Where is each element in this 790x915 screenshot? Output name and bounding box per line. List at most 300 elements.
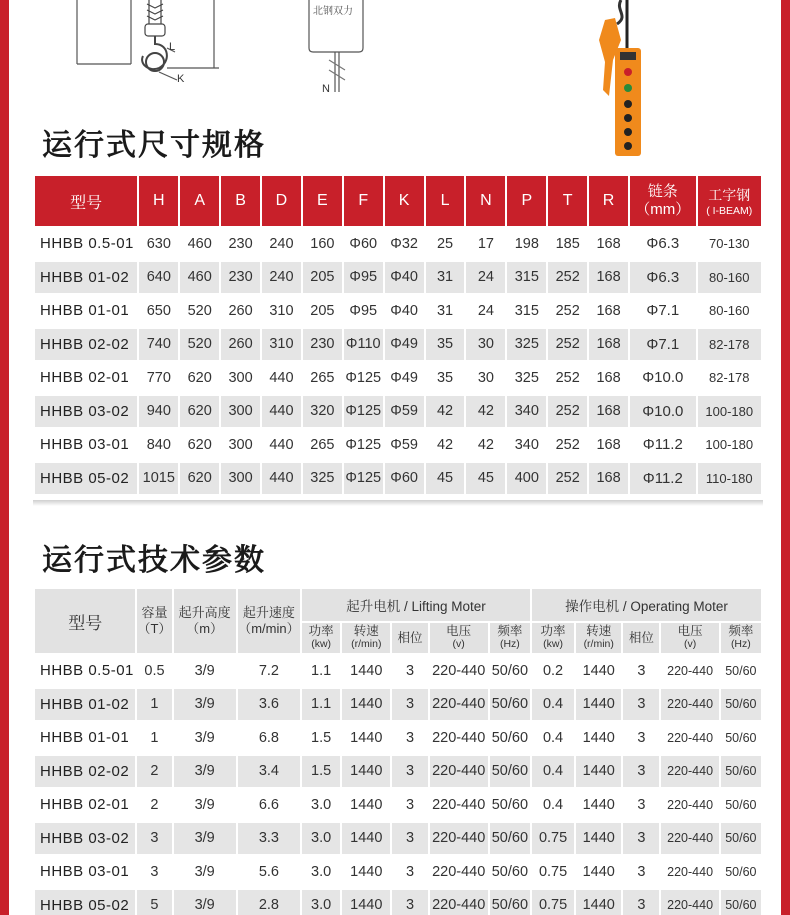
table-cell: 3.0 (302, 890, 340, 915)
table-cell: 340 (507, 429, 546, 461)
table-cell: 325 (507, 362, 546, 394)
table-cell: Φ49 (385, 329, 424, 361)
table-cell: 3/9 (174, 789, 236, 821)
dimensions-table (33, 174, 763, 496)
table-header-row (35, 176, 761, 226)
table-cell: 0.75 (532, 856, 574, 888)
table-cell: 168 (589, 463, 628, 495)
table-cell: 440 (262, 362, 301, 394)
table-cell: 1440 (342, 856, 390, 888)
table-cell: 840 (139, 429, 178, 461)
table-row (35, 722, 761, 754)
table-row (35, 890, 761, 915)
brand-plate-text: 北钢双力 (313, 6, 353, 17)
table-cell: Φ6.3 (630, 262, 696, 294)
table-cell: 325 (507, 329, 546, 361)
subheader-cell (430, 623, 488, 653)
table-cell: 50/60 (490, 789, 530, 821)
table-cell: 30 (466, 329, 505, 361)
table-cell: 1.5 (302, 722, 340, 754)
table-row (35, 655, 761, 687)
table-cell: 42 (466, 396, 505, 428)
table-cell: 7.2 (238, 655, 300, 687)
subheader-unit: (Hz) (730, 638, 751, 650)
table-cell: 0.4 (532, 756, 574, 788)
table-cell: 620 (180, 463, 219, 495)
subheader-cell (721, 623, 761, 653)
header-e: E (303, 176, 342, 226)
table-cell: 3/9 (174, 722, 236, 754)
subheader-label: 频率 (728, 624, 754, 638)
table-cell: 1440 (576, 856, 621, 888)
table-cell: 220-440 (661, 655, 718, 687)
pendant-controller-photo (599, 0, 641, 156)
table-cell: 520 (180, 295, 219, 327)
table-cell: 300 (221, 463, 260, 495)
table-cell: 45 (466, 463, 505, 495)
subheader-label: 转速 (586, 624, 612, 638)
table-cell: 185 (548, 228, 587, 260)
table-cell: 220-440 (430, 823, 488, 855)
table-cell: 1440 (576, 655, 621, 687)
table-cell: 168 (589, 262, 628, 294)
table-cell: Φ10.0 (630, 396, 696, 428)
table-cell: Φ7.1 (630, 295, 696, 327)
table-cell: 17 (466, 228, 505, 260)
table-cell: 220-440 (661, 722, 718, 754)
table-cell: 310 (262, 295, 301, 327)
table-cell: 315 (507, 295, 546, 327)
table-row (35, 689, 761, 721)
table-cell: 3 (392, 722, 427, 754)
dimension-label-k: K (177, 73, 185, 85)
subheader-label: 功率 (540, 624, 566, 638)
table-cell: 31 (426, 262, 465, 294)
dimension-label-l: L (169, 41, 176, 53)
header-k: K (385, 176, 424, 226)
section-title-technical: 运行式技术参数 (42, 543, 266, 578)
table-cell: 3 (392, 823, 427, 855)
subheader-cell (661, 623, 718, 653)
table-row (35, 295, 761, 327)
table-cell: 2 (137, 756, 171, 788)
table-cell: 260 (221, 295, 260, 327)
table-cell: 3 (623, 856, 659, 888)
model-cell: HHBB 02-02 (35, 756, 135, 788)
table-cell: 80-160 (698, 295, 761, 327)
table-cell: 265 (303, 429, 342, 461)
table-cell: 168 (589, 429, 628, 461)
table-cell: 42 (466, 429, 505, 461)
subheader-cell (302, 623, 340, 653)
table-cell: 3/9 (174, 856, 236, 888)
table-cell: 220-440 (661, 789, 718, 821)
table-cell: 3 (623, 789, 659, 821)
table-row (35, 823, 761, 855)
table-cell: 1440 (576, 756, 621, 788)
table-cell: 1 (137, 722, 171, 754)
table-cell: 168 (589, 295, 628, 327)
subheader-unit: (r/min) (583, 638, 614, 650)
table-cell: 0.75 (532, 823, 574, 855)
table-cell: 0.4 (532, 722, 574, 754)
table-cell: 50/60 (721, 655, 761, 687)
table-row (35, 329, 761, 361)
table-cell: 1440 (576, 722, 621, 754)
table-cell: 220-440 (661, 823, 718, 855)
header-d: D (262, 176, 301, 226)
table-cell: 3 (392, 756, 427, 788)
table-cell: 0.75 (532, 890, 574, 915)
header-lift-height-label: 起升高度 (178, 605, 231, 620)
header-r: R (589, 176, 628, 226)
table-row (35, 396, 761, 428)
table-cell: Φ59 (385, 396, 424, 428)
table-cell: 1440 (576, 890, 621, 915)
table-cell: 50/60 (490, 722, 530, 754)
subheader-cell (532, 623, 574, 653)
table-cell: 50/60 (490, 890, 530, 915)
table-cell: 3.6 (238, 689, 300, 721)
table-cell: 230 (221, 262, 260, 294)
table-cell: 198 (507, 228, 546, 260)
table-cell: 50/60 (721, 890, 761, 915)
table-cell: 1440 (576, 789, 621, 821)
table-cell: 160 (303, 228, 342, 260)
technical-params-table (33, 587, 763, 915)
table-cell: 50/60 (490, 823, 530, 855)
subheader-cell (392, 623, 427, 653)
table-cell: Φ125 (344, 463, 383, 495)
table-cell: 0.4 (532, 789, 574, 821)
table-row (35, 789, 761, 821)
table-cell: 24 (466, 262, 505, 294)
table-cell: 3 (623, 890, 659, 915)
table-cell: 300 (221, 362, 260, 394)
table-cell: Φ40 (385, 262, 424, 294)
dimensions-table-body (35, 228, 761, 494)
table-cell: 50/60 (721, 856, 761, 888)
model-cell: HHBB 01-02 (35, 262, 137, 294)
subheader-label: 电压 (677, 624, 703, 638)
table-cell: 310 (262, 329, 301, 361)
table-cell: 3.3 (238, 823, 300, 855)
table-cell: 220-440 (430, 689, 488, 721)
table-cell: 260 (221, 329, 260, 361)
table-cell: 3 (392, 856, 427, 888)
table-cell: 3 (623, 756, 659, 788)
table-cell: 205 (303, 295, 342, 327)
table-cell: 5.6 (238, 856, 300, 888)
dimension-label-n: N (322, 83, 330, 95)
table-cell: 320 (303, 396, 342, 428)
table-cell: 650 (139, 295, 178, 327)
table-cell: 252 (548, 329, 587, 361)
table-cell: 3/9 (174, 823, 236, 855)
subheader-label: 相位 (628, 630, 654, 645)
model-cell: HHBB 02-01 (35, 789, 135, 821)
table-cell: 3.0 (302, 823, 340, 855)
table-cell: 205 (303, 262, 342, 294)
table-cell: 168 (589, 396, 628, 428)
table-cell: 252 (548, 429, 587, 461)
table-cell: 3 (392, 689, 427, 721)
header-model: 型号 (35, 589, 135, 653)
table-cell: 3/9 (174, 655, 236, 687)
subheader-label: 相位 (397, 630, 423, 645)
table-cell: 315 (507, 262, 546, 294)
table-row (35, 228, 761, 260)
header-i-beam (698, 176, 761, 226)
table-row (35, 856, 761, 888)
table-cell: 265 (303, 362, 342, 394)
table-cell: 3 (623, 722, 659, 754)
table-cell: 3 (623, 823, 659, 855)
table-cell: Φ95 (344, 295, 383, 327)
table-cell: 0.5 (137, 655, 171, 687)
table-cell: 252 (548, 463, 587, 495)
table-cell: 50/60 (721, 689, 761, 721)
table-cell: 6.8 (238, 722, 300, 754)
subheader-unit: (v) (452, 638, 465, 650)
table-cell: 740 (139, 329, 178, 361)
model-cell: HHBB 0.5-01 (35, 228, 137, 260)
model-cell: HHBB 02-02 (35, 329, 137, 361)
table-cell: Φ125 (344, 429, 383, 461)
table-cell: Φ7.1 (630, 329, 696, 361)
table-cell: 440 (262, 396, 301, 428)
header-h: H (139, 176, 178, 226)
table-cell: 3 (392, 789, 427, 821)
table-cell: 30 (466, 362, 505, 394)
table-cell: 6.6 (238, 789, 300, 821)
table-cell: 230 (221, 228, 260, 260)
table-cell: 3 (392, 655, 427, 687)
subheader-cell (342, 623, 390, 653)
table-cell: Φ60 (385, 463, 424, 495)
table-cell: 3/9 (174, 890, 236, 915)
subheader-label: 功率 (308, 624, 334, 638)
table-cell: 50/60 (721, 823, 761, 855)
table-row (35, 262, 761, 294)
subheader-unit: (v) (683, 638, 697, 650)
model-cell: HHBB 03-02 (35, 396, 137, 428)
table-cell: 31 (426, 295, 465, 327)
model-cell: HHBB 05-02 (35, 890, 135, 915)
hook-dimension-drawing (77, 0, 219, 80)
table-cell: 520 (180, 329, 219, 361)
table-cell: Φ11.2 (630, 429, 696, 461)
technical-params-table-body (35, 655, 761, 915)
table-cell: 1.1 (302, 689, 340, 721)
model-cell: HHBB 03-01 (35, 856, 135, 888)
table-cell: 1440 (342, 722, 390, 754)
table-shadow (33, 500, 763, 506)
table-cell: 252 (548, 262, 587, 294)
table-cell: 5 (137, 890, 171, 915)
table-cell: 770 (139, 362, 178, 394)
model-cell: HHBB 03-01 (35, 429, 137, 461)
table-cell: Φ40 (385, 295, 424, 327)
table-cell: 3 (623, 655, 659, 687)
table-cell: 252 (548, 295, 587, 327)
table-cell: 3.0 (302, 856, 340, 888)
header-l: L (426, 176, 465, 226)
table-cell: 2 (137, 789, 171, 821)
table-cell: 50/60 (721, 756, 761, 788)
table-cell: 460 (180, 228, 219, 260)
table-cell: 3 (137, 823, 171, 855)
table-cell: 3 (392, 890, 427, 915)
table-cell: 220-440 (661, 756, 718, 788)
table-cell: 220-440 (430, 756, 488, 788)
table-cell: 300 (221, 429, 260, 461)
header-i-beam-label: 工字钢 (708, 187, 751, 203)
table-cell: 80-160 (698, 262, 761, 294)
table-cell: 24 (466, 295, 505, 327)
table-cell: 50/60 (721, 789, 761, 821)
table-cell: 35 (426, 362, 465, 394)
table-cell: 50/60 (721, 722, 761, 754)
header-n: N (466, 176, 505, 226)
table-cell: 1.1 (302, 655, 340, 687)
table-cell: 220-440 (430, 856, 488, 888)
table-cell: 168 (589, 329, 628, 361)
table-cell: 1440 (576, 823, 621, 855)
table-cell: 82-178 (698, 329, 761, 361)
table-cell: 252 (548, 396, 587, 428)
model-cell: HHBB 0.5-01 (35, 655, 135, 687)
table-cell: 42 (426, 396, 465, 428)
table-cell: Φ110 (344, 329, 383, 361)
table-cell: 300 (221, 396, 260, 428)
table-cell: 1440 (342, 756, 390, 788)
header-capacity-unit: （T） (137, 621, 172, 636)
table-cell: 42 (426, 429, 465, 461)
header-lift-speed (238, 589, 300, 653)
header-lift-height (174, 589, 236, 653)
table-row (35, 429, 761, 461)
table-cell: 620 (180, 396, 219, 428)
header-operating-motor: 操作电机 / Operating Moter (532, 589, 761, 621)
table-cell: 640 (139, 262, 178, 294)
table-cell: 3/9 (174, 689, 236, 721)
table-cell: 1.5 (302, 756, 340, 788)
table-cell: 25 (426, 228, 465, 260)
table-cell: Φ32 (385, 228, 424, 260)
header-lift-speed-label: 起升速度 (242, 605, 295, 620)
table-cell: 340 (507, 396, 546, 428)
table-cell: 940 (139, 396, 178, 428)
model-cell: HHBB 01-01 (35, 722, 135, 754)
header-lift-height-unit: （m） (186, 621, 224, 636)
header-capacity-label: 容量 (141, 605, 168, 620)
table-cell: 220-440 (661, 890, 718, 915)
model-cell: HHBB 01-02 (35, 689, 135, 721)
table-cell: Φ125 (344, 362, 383, 394)
table-cell: 220-440 (430, 722, 488, 754)
table-cell: Φ11.2 (630, 463, 696, 495)
section-title-dimensions: 运行式尺寸规格 (42, 128, 266, 163)
table-cell: 45 (426, 463, 465, 495)
table-cell: 460 (180, 262, 219, 294)
table-cell: 220-440 (661, 856, 718, 888)
product-spec-page (9, 0, 781, 915)
table-cell: Φ6.3 (630, 228, 696, 260)
header-lifting-motor: 起升电机 / Lifting Moter (302, 589, 530, 621)
table-cell: Φ95 (344, 262, 383, 294)
subheader-unit: (kw) (311, 638, 332, 650)
header-t: T (548, 176, 587, 226)
table-cell: 82-178 (698, 362, 761, 394)
table-cell: 168 (589, 228, 628, 260)
subheader-cell (576, 623, 621, 653)
table-cell: 3 (137, 856, 171, 888)
table-row (35, 463, 761, 495)
table-cell: 240 (262, 262, 301, 294)
table-cell: 1440 (342, 823, 390, 855)
table-cell: 440 (262, 463, 301, 495)
table-cell: 168 (589, 362, 628, 394)
table-cell: Φ59 (385, 429, 424, 461)
model-cell: HHBB 05-02 (35, 463, 137, 495)
table-cell: 630 (139, 228, 178, 260)
table-cell: Φ10.0 (630, 362, 696, 394)
table-cell: Φ49 (385, 362, 424, 394)
table-cell: 230 (303, 329, 342, 361)
table-cell: 50/60 (490, 655, 530, 687)
table-cell: 240 (262, 228, 301, 260)
table-cell: 220-440 (661, 689, 718, 721)
table-cell: 220-440 (430, 655, 488, 687)
table-cell: 400 (507, 463, 546, 495)
table-cell: 620 (180, 362, 219, 394)
subheader-label: 电压 (446, 624, 472, 638)
subheader-label: 转速 (353, 624, 379, 638)
table-cell: 35 (426, 329, 465, 361)
table-cell: 100-180 (698, 396, 761, 428)
header-capacity (137, 589, 171, 653)
table-cell: 1 (137, 689, 171, 721)
table-cell: 110-180 (698, 463, 761, 495)
table-cell: 70-130 (698, 228, 761, 260)
model-cell: HHBB 03-02 (35, 823, 135, 855)
table-cell: 1015 (139, 463, 178, 495)
table-row (35, 756, 761, 788)
table-cell: 1440 (576, 689, 621, 721)
subheader-label: 频率 (497, 624, 523, 638)
table-cell: 3 (623, 689, 659, 721)
header-p: P (507, 176, 546, 226)
header-f: F (344, 176, 383, 226)
table-cell: 50/60 (490, 689, 530, 721)
subheader-unit: (Hz) (499, 638, 520, 650)
table-cell: 220-440 (430, 890, 488, 915)
table-header-row (35, 589, 761, 621)
table-cell: 620 (180, 429, 219, 461)
table-cell: 3.4 (238, 756, 300, 788)
subheader-unit: (kw) (543, 638, 563, 650)
header-i-beam-sub: ( I-BEAM) (706, 205, 753, 217)
table-cell: 50/60 (490, 856, 530, 888)
table-cell: 1440 (342, 689, 390, 721)
header-lift-speed-unit: （m/min） (238, 621, 300, 636)
table-cell: 1440 (342, 890, 390, 915)
table-cell: 0.2 (532, 655, 574, 687)
table-cell: 50/60 (490, 756, 530, 788)
table-cell: 1440 (342, 655, 390, 687)
model-cell: HHBB 01-01 (35, 295, 137, 327)
